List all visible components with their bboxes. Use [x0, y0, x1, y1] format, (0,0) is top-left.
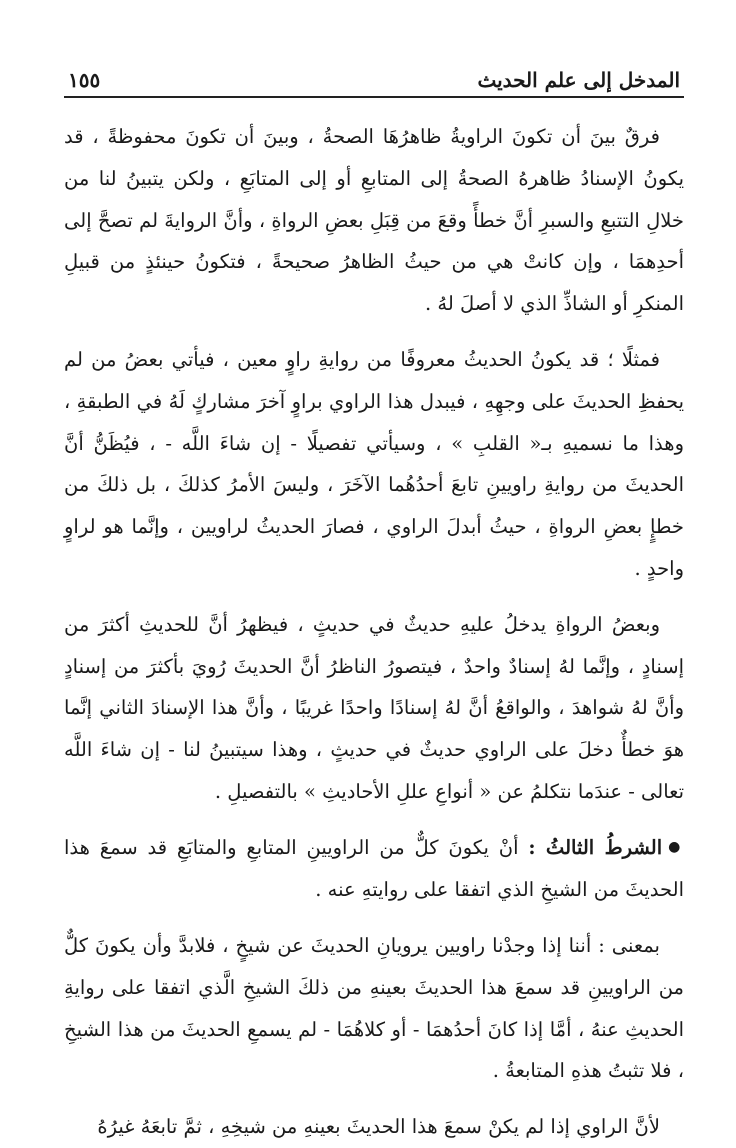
paragraph: وبعضُ الرواةِ يدخلُ عليهِ حديثٌ في حديثٍ ، فيظهرُ أنَّ للحديثِ أكثرَ من إسنادٍ ، وإنَّما لهُ إسنادٌ واحدٌ ، فيتصورُ الناظرُ أنَّ الحديثَ رُويَ بأكثرَ من إسنادٍ وأنَّ لهُ شواهدَ ، والواقعُ أنَّ لهُ إسنادًا واحدًا غريبًا ، وأنَّ هذا الإسنادَ الثاني إنَّما هوَ خطأٌ دخلَ على الراوي حديثٌ في حديثٍ ، وهذا سيتبينُ لنا - إن شاءَ اللَّه تعالى - عندَما نتكلمُ عن « أنواعِ عللِ الأحاديثِ » بالتفصيلِ . — [64, 612, 684, 803]
header-rule — [64, 96, 684, 98]
book-page — [64, 52, 684, 1139]
paragraph: لأنَّ الراوي إذا لم يكنْ سمعَ هذا الحديثَ بعينهِ من شيخِهِ ، ثمَّ تابعَهُ غيرُهُ — [97, 1115, 660, 1139]
paragraph: فمثلًا ؛ قد يكونُ الحديثُ معروفًا من روايةِ راوٍ معين ، فيأتي بعضُ من لم يحفظِ الحديثَ على وجهِهِ ، فيبدل هذا الراوي براوٍ آخرَ مشاركٍ لَهُ في الطبقةِ ، وهذا ما نسميهِ بـ« القلبِ » ، وسيأتي تفصيلًا - إن شاءَ اللَّه - ، فيُظَنُّ أنَّ الحديثَ من روايةِ راويينِ تابعَ أحدُهُما الآخَرَ ، وليسَ الأمرُ كذلكَ ، بل ذلكَ من خطإٍ بعضِ الرواةِ ، حيثُ أبدلَ الراوي ، فصارَ الحديثُ لراويين ، وإنَّما هو لراوٍ واحدٍ . — [64, 347, 684, 580]
paragraph: فرقٌ بينَ أن تكونَ الراويةُ ظاهرُهَا الصحةُ ، وبينَ أن تكونَ محفوظةً ، قد يكونُ الإسنادُ ظاهرهُ الصحةُ إلى المتابعِ أو إلى المتابَعِ ، ولكن يتبينُ لنا من خلالِ التتبعِ والسبرِ أنَّ خطأً وقعَ من قِبَلِ بعضِ الرواةِ ، وأنَّ الروايةَ لم تصحَّ إلى أحدِهمَا ، وإن كانتْ هي من حيثُ الظاهرُ صحيحةً ، فتكونُ حينئذٍ من قبيلِ المنكرِ أو الشاذِّ الذي لا أصلَ لهُ . — [64, 125, 684, 316]
bullet-lead: الشرطُ الثالثُ : — [528, 835, 663, 859]
bullet-dot-icon: ● — [668, 839, 684, 856]
bullet-text: أنْ يكونَ كلٌّ من الراويينِ المتابعِ والمتابَعِ قد سمعَ هذا الحديثَ من الشيخِ الذي اتفقا على روايتهِ عنه . — [64, 835, 684, 902]
running-header — [64, 52, 684, 90]
paragraph: بمعنى : أننا إذا وجدْنا راويين يرويانِ الحديثَ عن شيخٍ ، فلابدَّ وأن يكونَ كلٌّ من الراويينِ قد سمعَ هذا الحديثَ بعينهِ من ذلكَ الشيخِ الَّذي اتفقا على روايةِ الحديثِ عنهُ ، أمَّا إذا كانَ أحدُهمَا - أو كلاهُمَا - لم يسمعِ الحديثَ من هذا الشيخِ ، فلا تثبتُ هذهِ المتابعةُ . — [64, 933, 684, 1083]
page-number: ١٥٥ — [68, 68, 101, 92]
page-body — [64, 116, 684, 1148]
bullet-paragraph — [64, 827, 684, 911]
running-title: المدخل إلى علم الحديث — [477, 68, 680, 92]
